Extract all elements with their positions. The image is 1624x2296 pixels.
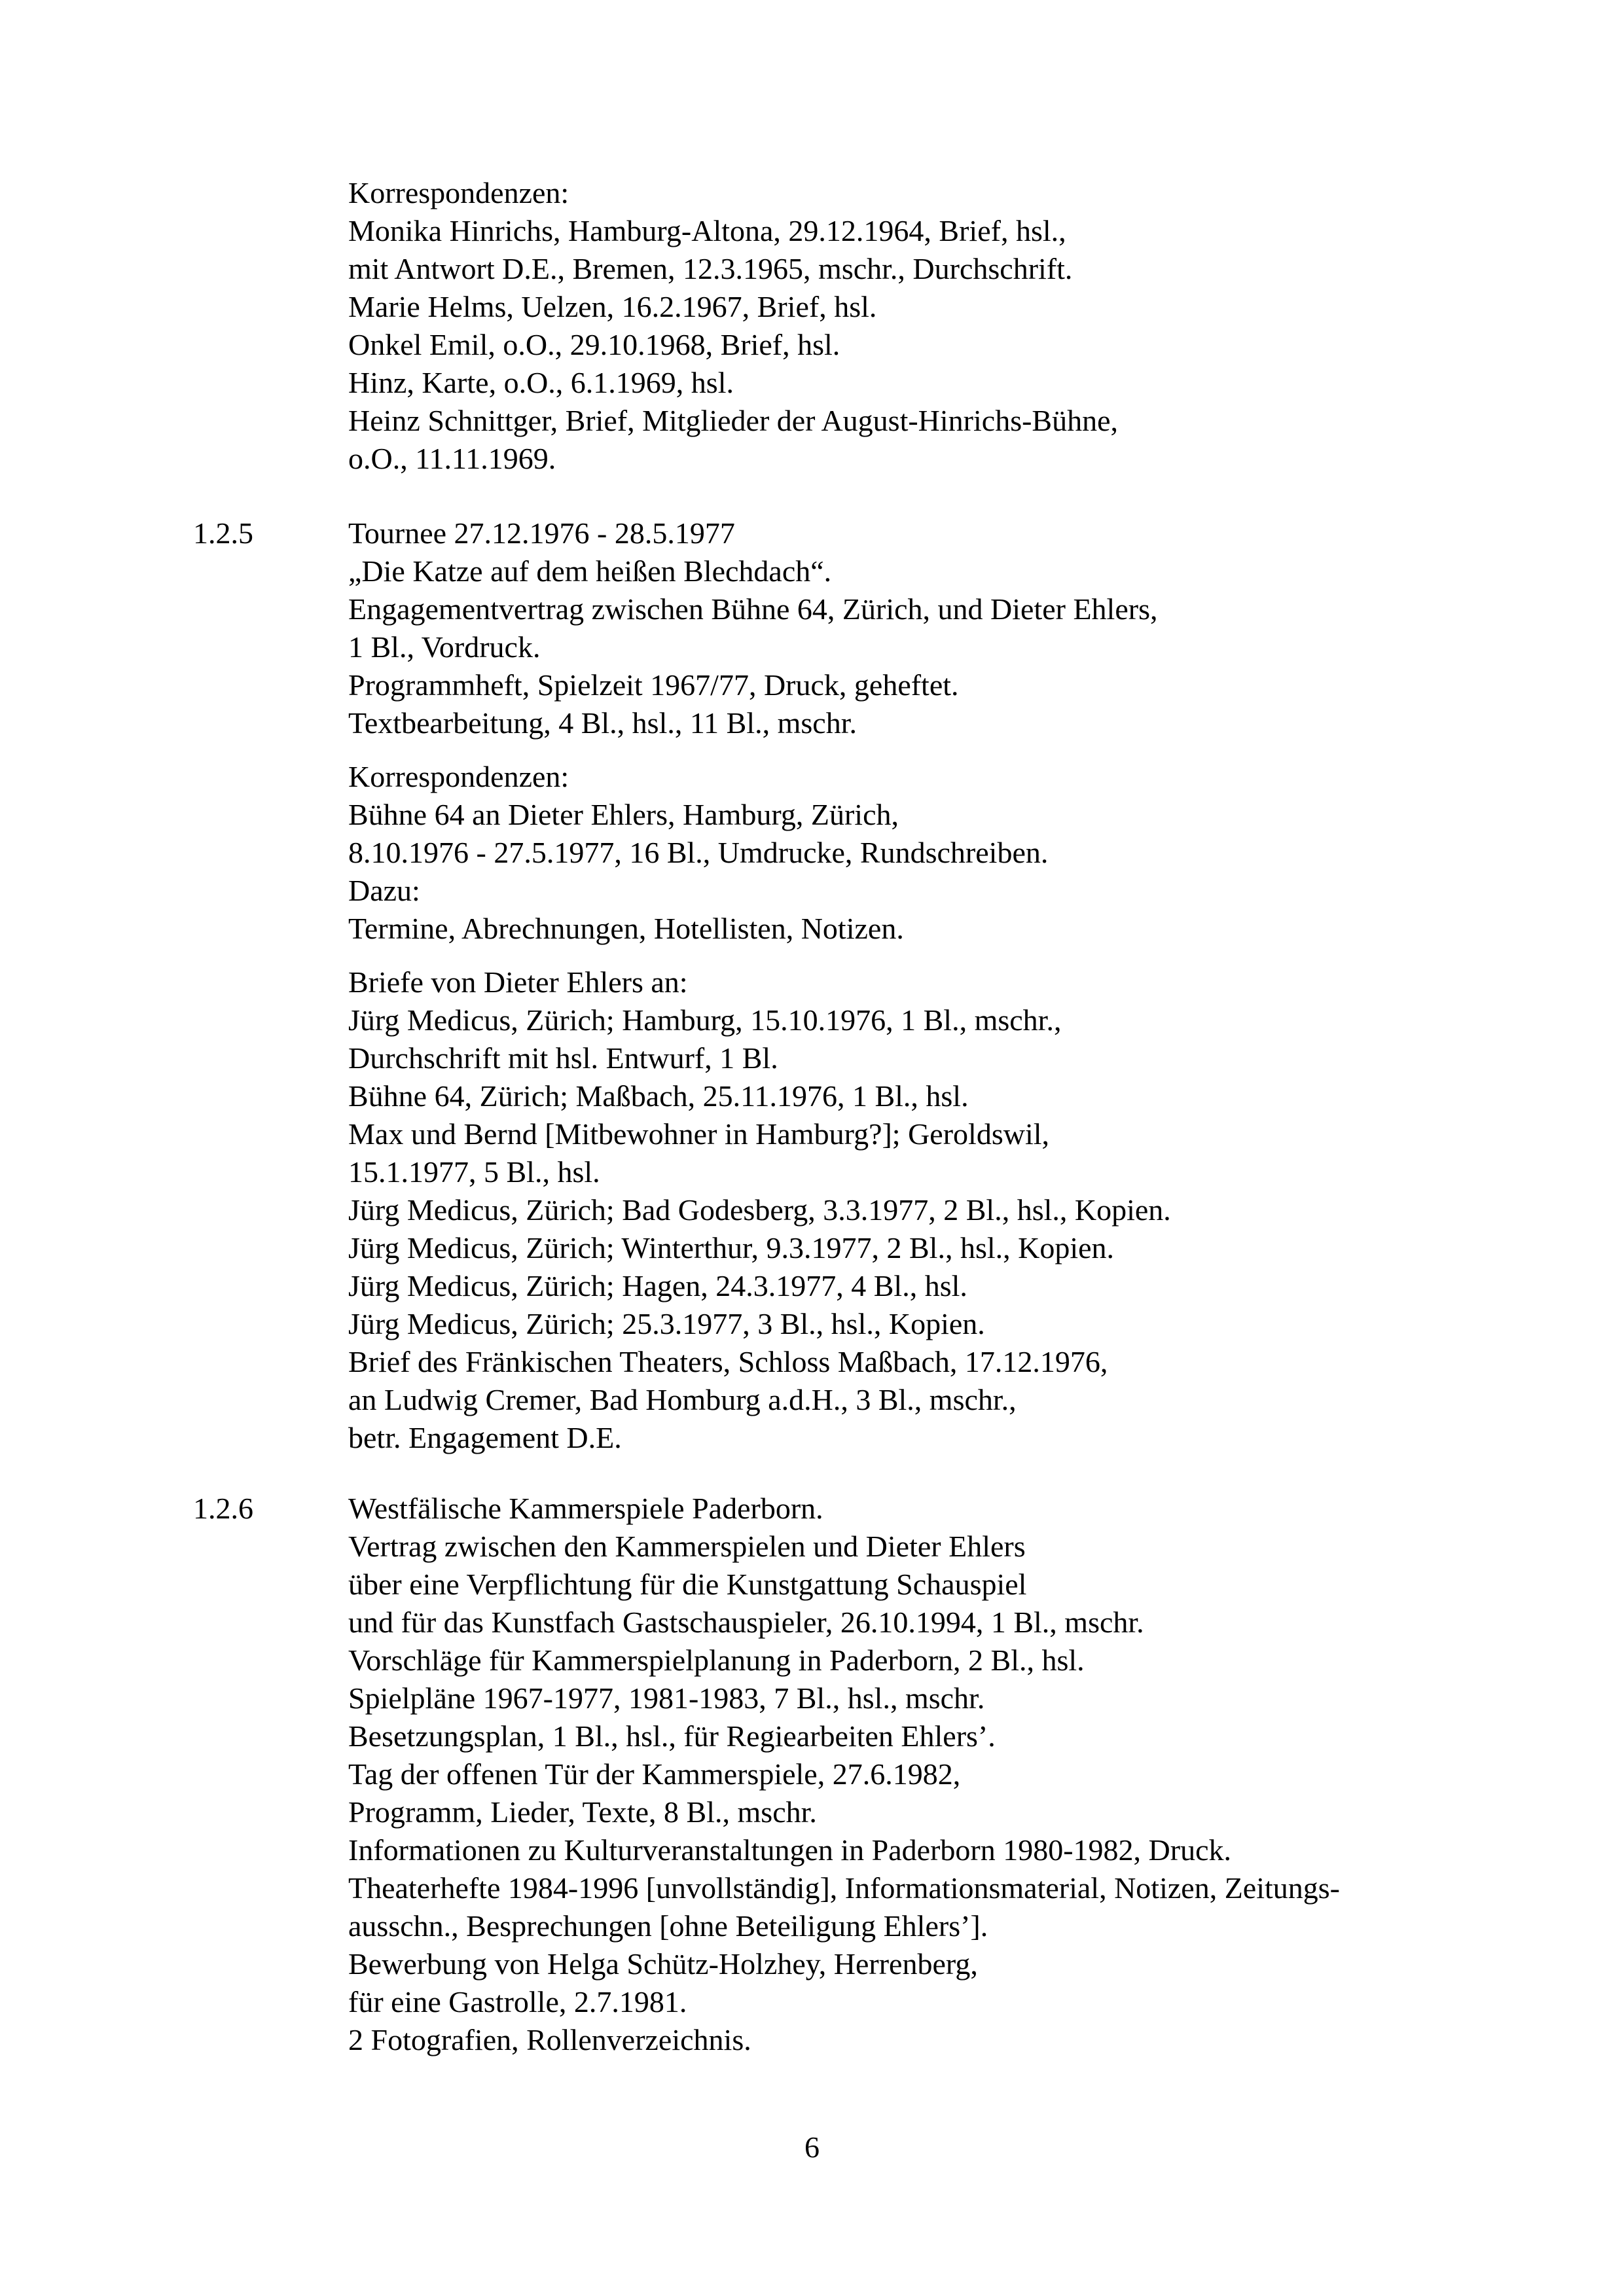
text-line: Termine, Abrechnungen, Hotellisten, Notizen. [348, 912, 904, 945]
text-line: Durchschrift mit hsl. Entwurf, 1 Bl. [348, 1041, 778, 1075]
text-line: Monika Hinrichs, Hamburg-Altona, 29.12.1964, Brief, hsl., [348, 214, 1066, 247]
text-line: Programmheft, Spielzeit 1967/77, Druck, geheftet. [348, 668, 959, 702]
text-line: Besetzungsplan, 1 Bl., hsl., für Regiearbeiten Ehlers’. [348, 1719, 996, 1753]
paragraph [348, 963, 1500, 1457]
paragraph [348, 174, 1500, 478]
text-line: Briefe von Dieter Ehlers an: [348, 965, 688, 999]
entry-number: 1.2.5 [193, 516, 253, 550]
text-line: Onkel Emil, o.O., 29.10.1968, Brief, hsl. [348, 328, 840, 361]
text-line: Jürg Medicus, Zürich; Hamburg, 15.10.1976, 1 Bl., mschr., [348, 1003, 1062, 1037]
text-line: Engagementvertrag zwischen Bühne 64, Zürich, und Dieter Ehlers, [348, 592, 1158, 626]
text-line: Textbearbeitung, 4 Bl., hsl., 11 Bl., mschr. [348, 706, 857, 740]
text-line: Vertrag zwischen den Kammerspielen und Dieter Ehlers [348, 1530, 1026, 1563]
text-line: Hinz, Karte, o.O., 6.1.1969, hsl. [348, 366, 734, 399]
text-line: Bühne 64 an Dieter Ehlers, Hamburg, Zürich, [348, 798, 899, 831]
text-line: Brief des Fränkischen Theaters, Schloss Maßbach, 17.12.1976, [348, 1345, 1108, 1378]
text-line: Heinz Schnittger, Brief, Mitglieder der August-Hinrichs-Bühne, [348, 404, 1119, 437]
entry-body [348, 1490, 1500, 2075]
text-line: ausschn., Besprechungen [ohne Beteiligung Ehlers’]. [348, 1909, 988, 1943]
text-line: 15.1.1977, 5 Bl., hsl. [348, 1155, 600, 1189]
text-line: und für das Kunstfach Gastschauspieler, 26.10.1994, 1 Bl., mschr. [348, 1605, 1144, 1639]
text-line: für eine Gastrolle, 2.7.1981. [348, 1985, 687, 2018]
text-line: 8.10.1976 - 27.5.1977, 16 Bl., Umdrucke, Rundschreiben. [348, 836, 1049, 869]
text-line: Jürg Medicus, Zürich; Bad Godesberg, 3.3.1977, 2 Bl., hsl., Kopien. [348, 1193, 1171, 1227]
text-line: Jürg Medicus, Zürich; Hagen, 24.3.1977, 4 Bl., hsl. [348, 1269, 967, 1302]
entry-body [348, 514, 1500, 1473]
text-line: mit Antwort D.E., Bremen, 12.3.1965, mschr., Durchschrift. [348, 252, 1073, 285]
entry-number: 1.2.6 [193, 1492, 253, 1525]
text-line: über eine Verpflichtung für die Kunstgattung Schauspiel [348, 1568, 1027, 1601]
text-line: Westfälische Kammerspiele Paderborn. [348, 1492, 823, 1525]
text-line: Vorschläge für Kammerspielplanung in Paderborn, 2 Bl., hsl. [348, 1643, 1085, 1677]
text-line: Programm, Lieder, Texte, 8 Bl., mschr. [348, 1795, 817, 1829]
entry-body [348, 174, 1500, 493]
text-line: betr. Engagement D.E. [348, 1421, 622, 1454]
text-line: o.O., 11.11.1969. [348, 442, 556, 475]
paragraph [348, 758, 1500, 948]
text-line: Bewerbung von Helga Schütz-Holzhey, Herrenberg, [348, 1947, 978, 1981]
page-number: 6 [804, 2130, 820, 2164]
text-line: Korrespondenzen: [348, 760, 569, 793]
text-line: an Ludwig Cremer, Bad Homburg a.d.H., 3 Bl., mschr., [348, 1383, 1017, 1416]
text-line: Dazu: [348, 874, 420, 907]
text-line: Max und Bernd [Mitbewohner in Hamburg?]; Geroldswil, [348, 1117, 1050, 1151]
text-line: Informationen zu Kulturveranstaltungen in Paderborn 1980-1982, Druck. [348, 1833, 1231, 1867]
text-line: Tournee 27.12.1976 - 28.5.1977 [348, 516, 735, 550]
text-line: 2 Fotografien, Rollenverzeichnis. [348, 2023, 751, 2056]
text-line: Korrespondenzen: [348, 176, 569, 209]
text-line: Jürg Medicus, Zürich; 25.3.1977, 3 Bl., hsl., Kopien. [348, 1307, 985, 1340]
text-line: Bühne 64, Zürich; Maßbach, 25.11.1976, 1 Bl., hsl. [348, 1079, 969, 1113]
text-line: 1 Bl., Vordruck. [348, 630, 541, 664]
text-line: Jürg Medicus, Zürich; Winterthur, 9.3.1977, 2 Bl., hsl., Kopien. [348, 1231, 1115, 1265]
paragraph [348, 1490, 1500, 2059]
paragraph [348, 514, 1500, 742]
text-line: Marie Helms, Uelzen, 16.2.1967, Brief, hsl. [348, 290, 877, 323]
text-line: Tag der offenen Tür der Kammerspiele, 27.6.1982, [348, 1757, 961, 1791]
text-line: „Die Katze auf dem heißen Blechdach“. [348, 554, 832, 588]
text-line: Theaterhefte 1984-1996 [unvollständig], Informationsmaterial, Notizen, Zeitungs- [348, 1871, 1340, 1905]
text-line: Spielpläne 1967-1977, 1981-1983, 7 Bl., hsl., mschr. [348, 1681, 985, 1715]
